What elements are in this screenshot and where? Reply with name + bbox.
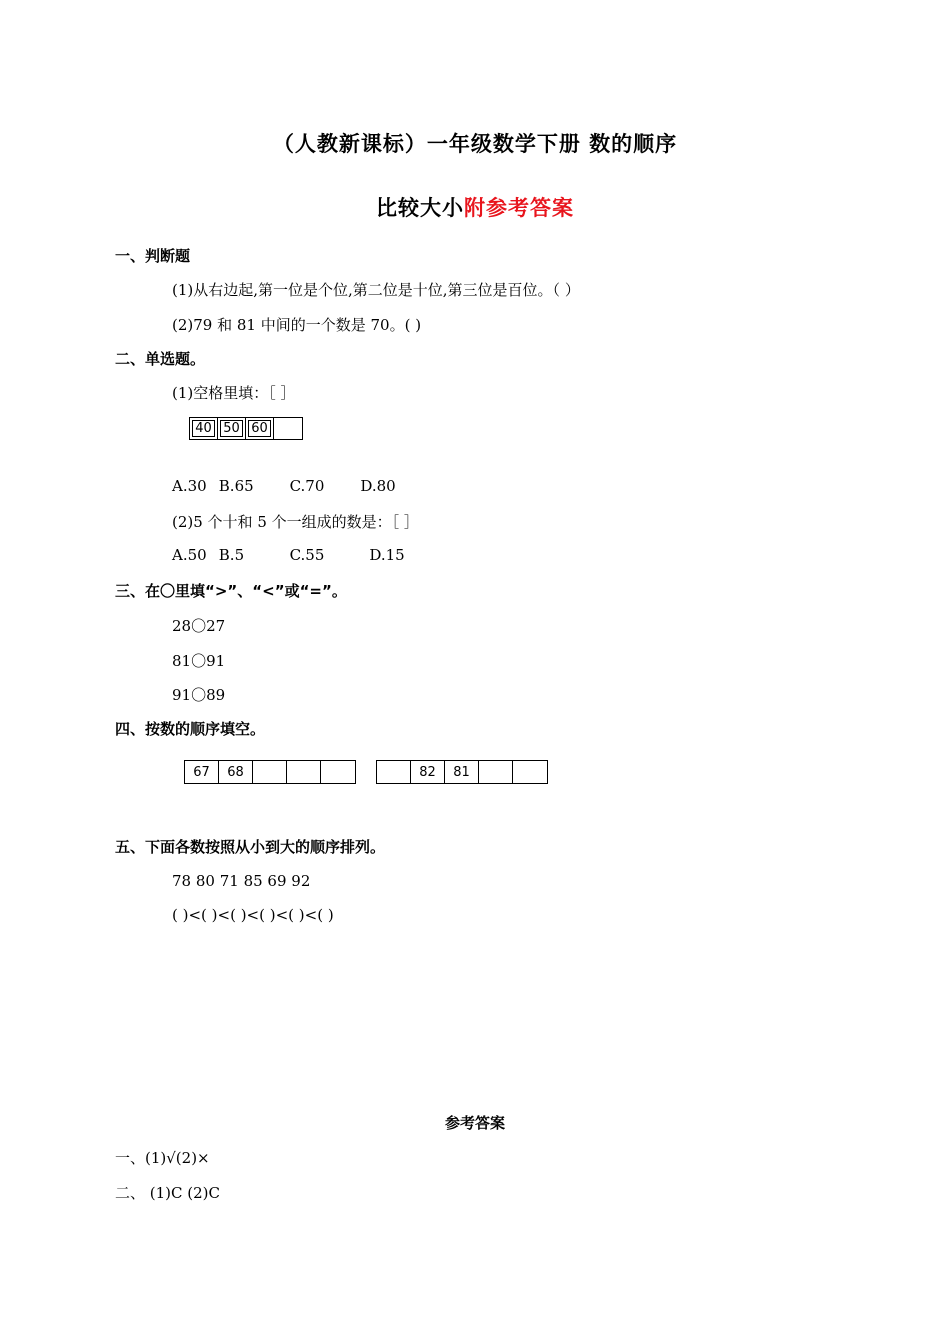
sequence-boxes-2 [376,760,548,784]
option-d: D.80 [360,477,396,495]
sequence-boxes-1 [184,760,356,784]
section-3-heading: 三、在〇里填“>”、“<”或“=”。 [115,582,347,600]
option-b: B.5 [218,546,245,564]
option-d: D.15 [369,546,405,564]
option-a: A.30 [172,477,207,495]
box-value: 60 [248,420,271,437]
box-cell-empty [377,761,411,783]
box-cell-empty [253,761,287,783]
section-2-number-boxes [189,417,303,440]
box-value: 67 [193,764,210,780]
section-1-question-1: (1)从右边起,第一位是个位,第二位是十位,第三位是百位。（ ） [172,281,580,299]
box-value: 82 [419,764,436,780]
answers-title: 参考答案 [444,1114,505,1132]
box-cell [411,761,445,783]
comparison-item-3: 91〇89 [172,686,226,704]
box-value: 40 [192,420,215,437]
box-cell [218,418,246,439]
box-cell-empty [513,761,547,783]
section-1-heading: 一、判断题 [115,247,191,265]
section-1-question-2: (2)79 和 81 中间的一个数是 70。( ) [172,316,422,334]
section-4-heading: 四、按数的顺序填空。 [115,720,266,738]
option-c: C.70 [289,477,325,495]
subtitle-black: 比较大小 [376,196,464,220]
box-cell [246,418,274,439]
option-b: B.65 [218,477,254,495]
option-a: A.50 [172,546,207,564]
subtitle-red: 附参考答案 [464,196,574,220]
answer-line-2: 二、 (1)C (2)C [115,1184,220,1202]
box-cell-empty [321,761,355,783]
box-cell [185,761,219,783]
box-cell [190,418,218,439]
box-value: 50 [220,420,243,437]
box-cell [219,761,253,783]
comparison-item-1: 28〇27 [172,617,226,635]
box-value: 68 [227,764,244,780]
box-cell-empty [274,418,302,439]
box-cell-empty [479,761,513,783]
page-title: （人教新课标）一年级数学下册 数的顺序 [272,132,678,156]
page-subtitle [0,192,950,222]
section-5-heading: 五、下面各数按照从小到大的顺序排列。 [115,838,386,856]
section-5-blanks: ( )<( )<( )<( )<( )<( ) [172,906,334,924]
section-2-heading: 二、单选题。 [115,350,206,368]
section-5-numbers: 78 80 71 85 69 92 [172,872,311,890]
box-value: 81 [453,764,470,780]
answer-line-1: 一、(1)√(2)× [115,1149,210,1167]
section-2-question-2-options [172,546,405,564]
section-2-question-1: (1)空格里填：［ ］ [172,384,296,402]
box-cell [445,761,479,783]
section-2-question-2: (2)5 个十和 5 个一组成的数是：［ ］ [172,513,419,531]
box-cell-empty [287,761,321,783]
option-c: C.55 [289,546,325,564]
section-2-question-1-options [172,477,396,495]
comparison-item-2: 81〇91 [172,652,226,670]
